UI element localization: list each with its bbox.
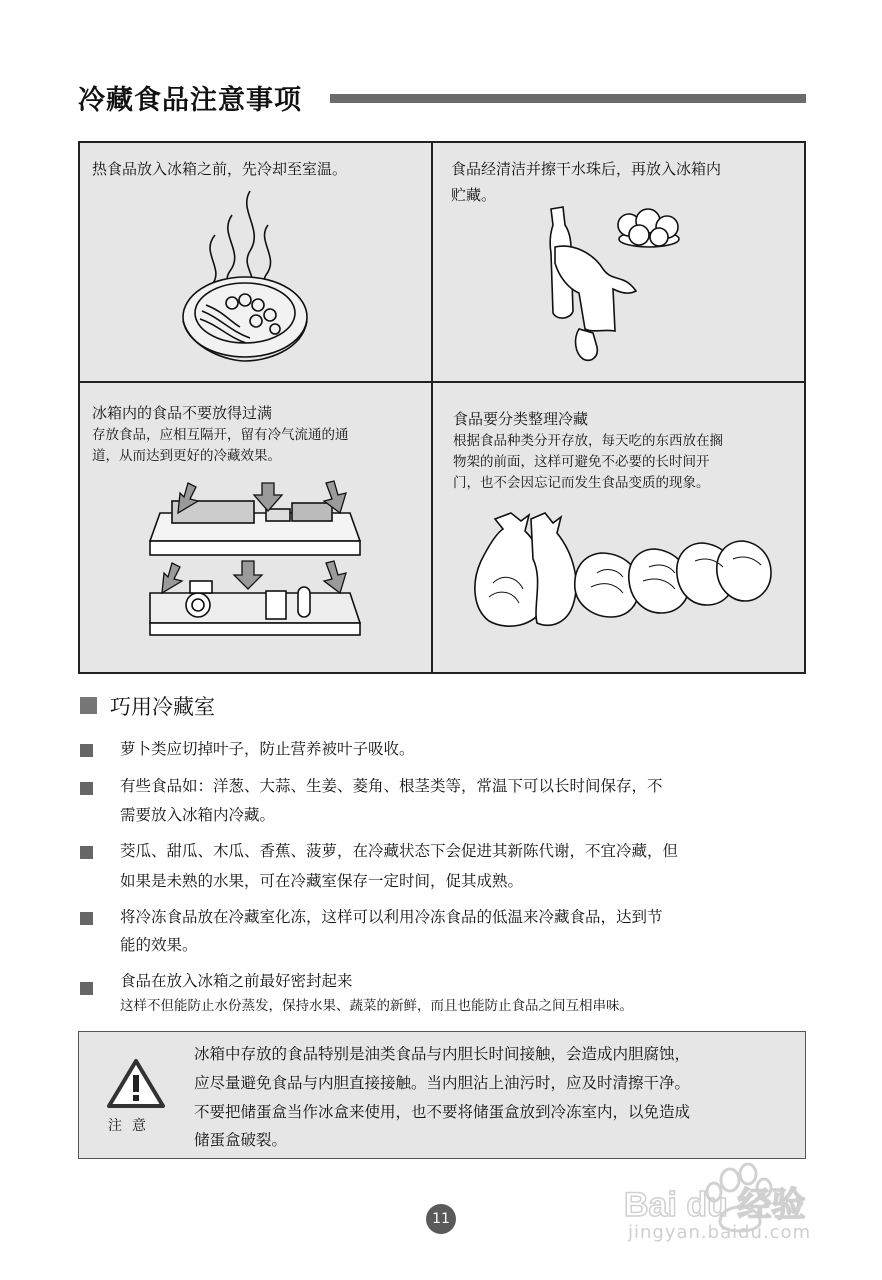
cell-text-line-2: 道，从而达到更好的冷藏效果。 <box>92 448 281 464</box>
notice-line-1: 冰箱中存放的食品特别是油类食品与内胆长时间接触，会造成内胆腐蚀， <box>194 1045 691 1063</box>
cell-text-line-1: 存放食品，应相互隔开，留有冷气流通的通 <box>92 427 349 443</box>
watermark-brand: Bai du 经验 <box>624 1186 806 1224</box>
cell-text-line-1: 食品经清洁并擦干水珠后，再放入冰箱内 <box>451 160 722 178</box>
cell-text-line-2: 物架的前面，这样可避免不必要的长时间开 <box>453 454 710 470</box>
page-number: 11 <box>426 1204 456 1234</box>
notice-line-3: 不要把储蛋盒当作冰盒来使用，也不要将储蛋盒放到冷冻室内，以免造成 <box>194 1103 691 1121</box>
tip-5-sub: 这样不但能防止水份蒸发，保持水果、蔬菜的新鲜，而且也能防止食品之间互相串味。 <box>120 998 633 1014</box>
tip-5-line-1: 食品在放入冰箱之前最好密封起来 <box>120 972 353 990</box>
bullet-square <box>80 744 93 757</box>
cell-text: 热食品放入冰箱之前，先冷却至室温。 <box>92 160 348 178</box>
tip-4-line-2: 能的效果。 <box>120 936 198 954</box>
cell-text-line-3: 门，也不会因忘记而发生食品变质的现象。 <box>453 475 710 491</box>
notice-line-2: 应尽量避免食品与内胆直接接触。当内胆沾上油污时，应及时清擦干净。 <box>194 1074 691 1092</box>
tip-2-line-2: 需要放入冰箱内冷藏。 <box>120 806 276 824</box>
tip-4-line-1: 将冷冻食品放在冷藏室化冻，这样可以利用冷冻食品的低温来冷藏食品，达到节 <box>120 908 663 926</box>
grid-cell-not-too-full <box>80 383 431 672</box>
tip-3-line-1: 茭瓜、甜瓜、木瓜、香蕉、菠萝，在冷藏状态下会促进其新陈代谢，不宜冷藏，但 <box>120 842 679 860</box>
bullet-square <box>80 846 93 859</box>
meat-illustration <box>433 383 804 672</box>
notice-line-4: 储蛋盒破裂。 <box>194 1131 288 1149</box>
notice-label: 注意 <box>108 1118 156 1134</box>
bullet-square <box>80 912 93 925</box>
tips-grid <box>78 141 806 674</box>
tip-1-line-1: 萝卜类应切掉叶子，防止营养被叶子吸收。 <box>120 740 415 758</box>
hot-bowl-illustration <box>80 143 431 381</box>
grid-cell-clean-food <box>433 143 804 381</box>
watermark-url: jingyan.baidu.com <box>628 1222 812 1243</box>
cell-text-line-1: 根据食品种类分开存放，每天吃的东西放在搁 <box>453 433 723 449</box>
grid-cell-cool-food <box>80 143 431 381</box>
cell-title: 食品要分类整理冷藏 <box>453 410 589 428</box>
cell-title: 冰箱内的食品不要放得过满 <box>92 404 273 422</box>
bullet-square <box>80 982 93 995</box>
notice-box <box>78 1031 806 1159</box>
warning-triangle-icon <box>106 1058 166 1110</box>
cell-text-line-2: 贮藏。 <box>451 186 497 204</box>
shelf-airflow-illustration <box>80 383 431 672</box>
bullet-square <box>80 782 93 795</box>
wiping-bottle-illustration <box>433 143 804 381</box>
grid-cell-sort-food <box>433 383 804 672</box>
tip-2-line-1: 有些食品如：洋葱、大蒜、生姜、菱角、根茎类等，常温下可以长时间保存，不 <box>120 777 663 795</box>
section-title: 巧用冷藏室 <box>110 695 215 719</box>
page-title: 冷藏食品注意事项 <box>78 85 302 116</box>
tip-3-line-2: 如果是未熟的水果，可在冷藏室保存一定时间，促其成熟。 <box>120 872 524 890</box>
section-marker <box>80 697 97 714</box>
title-rule <box>330 94 806 103</box>
